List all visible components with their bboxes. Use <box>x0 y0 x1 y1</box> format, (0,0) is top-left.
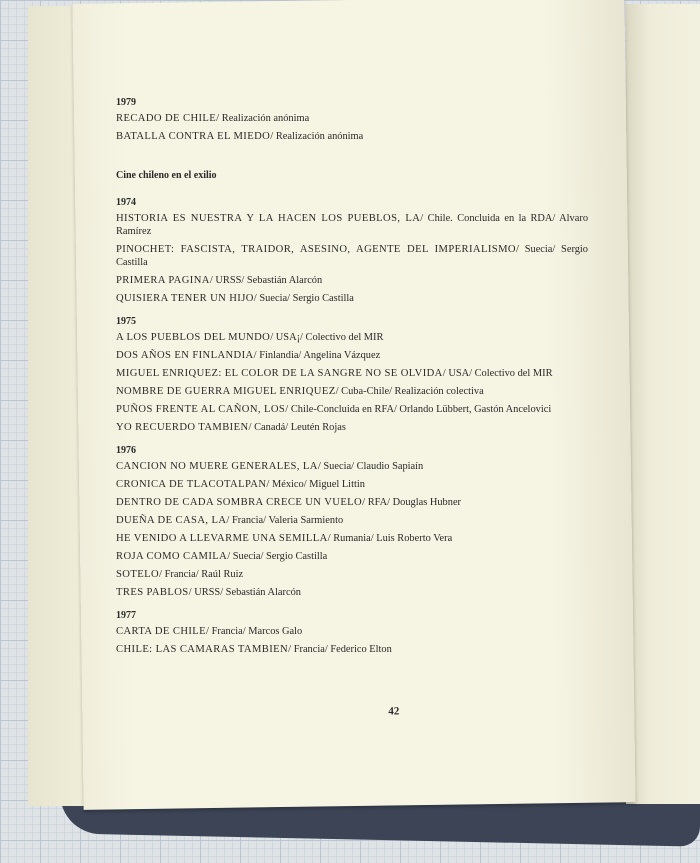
separator: / <box>270 332 276 343</box>
film-meta: URSS/ Sebastián Alarcón <box>194 587 301 598</box>
film-meta: USA/ Colectivo del MIR <box>448 368 553 379</box>
film-meta: URSS/ Sebastián Alarcón <box>215 275 323 286</box>
film-title: SOTELO <box>116 569 160 580</box>
film-entry <box>116 274 588 287</box>
separator: / <box>288 644 294 655</box>
film-title: NOMBRE DE GUERRA MIGUEL ENRIQUEZ <box>116 386 336 397</box>
separator: / <box>248 422 255 433</box>
film-meta: Rumania/ Luis Roberto Vera <box>333 533 453 544</box>
separator: / <box>209 275 216 286</box>
separator: / <box>188 587 195 598</box>
film-meta: Suecia/ Claudio Sapiaín <box>323 461 424 472</box>
separator: / <box>266 479 272 490</box>
film-entry <box>116 514 588 527</box>
film-meta: Chile. Concluida en la RDA/ Alvaro Ramírez <box>116 213 589 237</box>
film-title: CRONICA DE TLACOTALPAN <box>116 479 267 490</box>
film-meta: Francia/ Valeria Sarmiento <box>231 515 344 526</box>
film-title: YO RECUERDO TAMBIEN <box>116 422 249 433</box>
facing-page <box>626 4 700 804</box>
film-meta: USA¡/ Colectivo del MIR <box>275 332 384 343</box>
film-entry <box>116 331 588 344</box>
film-title: DOS AÑOS EN FINLANDIA <box>116 350 254 361</box>
section-title: Cine chileno en el exilio <box>116 170 217 181</box>
film-meta: Realización anónima <box>221 113 310 124</box>
film-entry <box>116 532 588 545</box>
separator: / <box>253 293 260 304</box>
separator: / <box>253 350 260 361</box>
film-title: CARTA DE CHILE <box>116 626 207 637</box>
film-title: TRES PABLOS <box>116 587 189 598</box>
film-title: RECADO DE CHILE <box>116 113 217 124</box>
film-entry <box>116 112 588 125</box>
film-meta: Suecia/ Sergio Castilla <box>116 244 589 268</box>
film-title: HE VENIDO A LLEVARME UNA SEMILLA <box>116 533 328 544</box>
film-title: DUEÑA DE CASA, LA <box>116 515 227 526</box>
film-entry <box>116 243 588 269</box>
film-title: BATALLA CONTRA EL MIEDO <box>116 131 271 142</box>
film-title: PUÑOS FRENTE AL CAÑON, LOS <box>116 404 286 415</box>
year-heading: 1976 <box>116 445 136 456</box>
film-entry <box>116 292 588 305</box>
film-meta: Chile-Concluida en RFA/ Orlando Lübbert, Gastón Ancelovici <box>290 404 552 415</box>
separator: / <box>206 626 212 637</box>
separator: / <box>442 368 449 379</box>
film-entry <box>116 586 588 599</box>
separator: / <box>335 386 342 397</box>
film-entry <box>116 349 588 362</box>
film-meta: Canadá/ Leutén Rojas <box>254 422 346 433</box>
separator: / <box>216 113 222 124</box>
film-title: CHILE: LAS CAMARAS TAMBIEN <box>116 644 289 655</box>
film-meta: Finlandia/ Angelina Vázquez <box>259 350 381 361</box>
film-title: HISTORIA ES NUESTRA Y LA HACEN LOS PUEBLOS, LA <box>116 213 421 224</box>
separator: / <box>317 461 324 472</box>
film-title: MIGUEL ENRIQUEZ: EL COLOR DE LA SANGRE NO SE OLVIDA <box>116 368 443 379</box>
film-meta: Cuba-Chile/ Realización colectiva <box>341 386 484 397</box>
separator: / <box>362 497 368 508</box>
separator: / <box>226 515 232 526</box>
film-title: DENTRO DE CADA SOMBRA CRECE UN VUELO <box>116 497 363 508</box>
film-entry <box>116 625 588 638</box>
film-meta: RFA/ Douglas Hubner <box>367 497 462 508</box>
year-heading: 1979 <box>116 97 136 108</box>
film-meta: Suecia/ Sergio Castilla <box>232 551 328 562</box>
film-title: A LOS PUEBLOS DEL MUNDO <box>116 332 271 343</box>
year-heading: 1974 <box>116 197 136 208</box>
film-meta: Francia/ Federico Elton <box>293 644 392 655</box>
film-entry <box>116 478 588 491</box>
separator: / <box>285 404 291 415</box>
year-heading: 1977 <box>116 610 136 621</box>
film-meta: Realización anónima <box>275 131 364 142</box>
separator: / <box>327 533 334 544</box>
film-entry <box>116 643 588 656</box>
film-title: PINOCHET: FASCISTA, TRAIDOR, ASESINO, AGENTE DEL IMPERIALISMO <box>116 244 516 255</box>
film-entry <box>116 130 588 143</box>
film-entry <box>116 367 588 380</box>
year-heading: 1975 <box>116 316 136 327</box>
separator: / <box>227 551 233 562</box>
separator: / <box>270 131 276 142</box>
film-entry <box>116 496 588 509</box>
film-entry <box>116 460 588 473</box>
separator: / <box>515 244 525 255</box>
film-title: QUISIERA TENER UN HIJO <box>116 293 254 304</box>
film-entry <box>116 421 588 434</box>
film-meta: Francia/ Raúl Ruiz <box>164 569 244 580</box>
separator: / <box>420 213 428 224</box>
film-entry <box>116 568 588 581</box>
page-number: 42 <box>388 705 400 718</box>
film-entry <box>116 550 588 563</box>
film-meta: Francia/ Marcos Galo <box>211 626 303 637</box>
filmography-list <box>116 96 588 661</box>
separator: / <box>159 569 165 580</box>
film-meta: México/ Miguel Littin <box>272 479 365 490</box>
film-title: ROJA COMO CAMILA <box>116 551 228 562</box>
film-entry <box>116 385 588 398</box>
film-meta: Suecia/ Sergio Castilla <box>259 293 354 304</box>
film-entry <box>116 212 588 238</box>
film-title: PRIMERA PAGINA <box>116 275 210 286</box>
film-entry <box>116 403 588 416</box>
film-title: CANCION NO MUERE GENERALES, LA <box>116 461 318 472</box>
